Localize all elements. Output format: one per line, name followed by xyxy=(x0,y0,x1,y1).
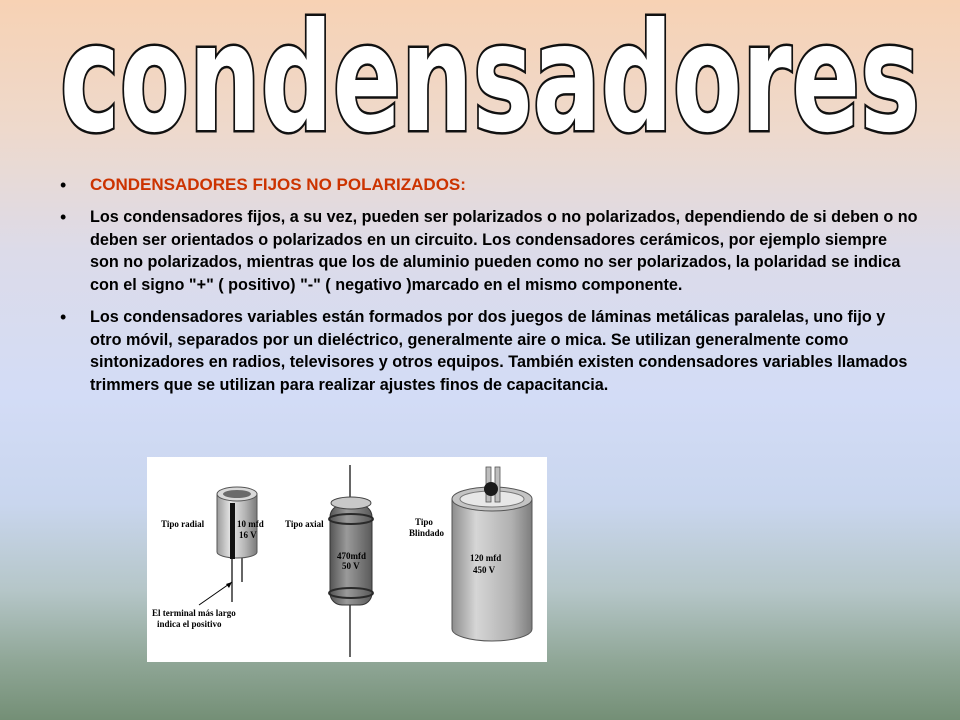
bullet-item-heading xyxy=(60,174,920,196)
paragraph-variable-capacitors: Los condensadores variables están formados por dos juegos de láminas metálicas paralelas, uno fijo y otro móvil, separados por un dieléctrico, generalmente aire o mica. Se utilizan generalmente como sintonizadores en radios, televisores y otros equipos. También existen condensadores variables llamados trimmers que se utilizan para realizar ajustes finos de capacitancia. xyxy=(90,308,908,394)
shielded-voltage: 450 V xyxy=(473,565,496,575)
polarity-note xyxy=(152,582,236,629)
bullet-item-fixed xyxy=(60,206,920,296)
radial-voltage: 16 V xyxy=(239,530,257,540)
shielded-capacitor xyxy=(409,467,532,641)
title-wordart xyxy=(40,0,940,175)
shielded-label-line-2: Blindado xyxy=(409,528,445,538)
title-text: condensadores xyxy=(60,0,920,166)
shielded-value: 120 mfd xyxy=(470,553,502,563)
shielded-label-line-1: Tipo xyxy=(415,517,433,527)
axial-value: 470mfd xyxy=(337,551,366,561)
bullet-marker: • xyxy=(60,207,67,227)
radial-capacitor xyxy=(161,487,264,602)
radial-label: Tipo radial xyxy=(161,519,205,529)
bullet-marker: • xyxy=(60,307,67,327)
note-line-1: El terminal más largo xyxy=(152,608,236,618)
radial-value: 10 mfd xyxy=(237,519,264,529)
capacitor-drawing xyxy=(147,457,547,662)
axial-capacitor xyxy=(285,465,373,657)
axial-label: Tipo axial xyxy=(285,519,324,529)
shielded-terminal-knob xyxy=(484,482,498,496)
radial-polarity-stripe xyxy=(230,503,235,559)
bullet-list xyxy=(60,174,920,406)
section-heading: CONDENSADORES FIJOS NO POLARIZADOS: xyxy=(90,175,466,194)
axial-voltage: 50 V xyxy=(342,561,360,571)
note-arrow-line xyxy=(199,582,232,605)
capacitor-types-illustration xyxy=(147,457,547,662)
slide-title xyxy=(40,0,940,175)
bullet-item-variable xyxy=(60,306,920,396)
axial-top-cap xyxy=(331,497,371,509)
radial-top-vent xyxy=(223,490,251,498)
paragraph-fixed-capacitors: Los condensadores fijos, a su vez, pueden ser polarizados o no polarizados, dependiendo de si deben o no deben ser orientados o polarizados en un circuito. Los condensadores cerámicos, por ejemplo siempre son no polarizados, mientras que los de aluminio pueden como no ser polarizados, la polaridad se indica con el signo "+" ( positivo) "-" ( negativo )marcado en el mismo componente. xyxy=(90,208,918,294)
note-arrow-head xyxy=(226,582,232,588)
bullet-marker: • xyxy=(60,175,67,195)
note-line-2: indica el positivo xyxy=(157,619,222,629)
